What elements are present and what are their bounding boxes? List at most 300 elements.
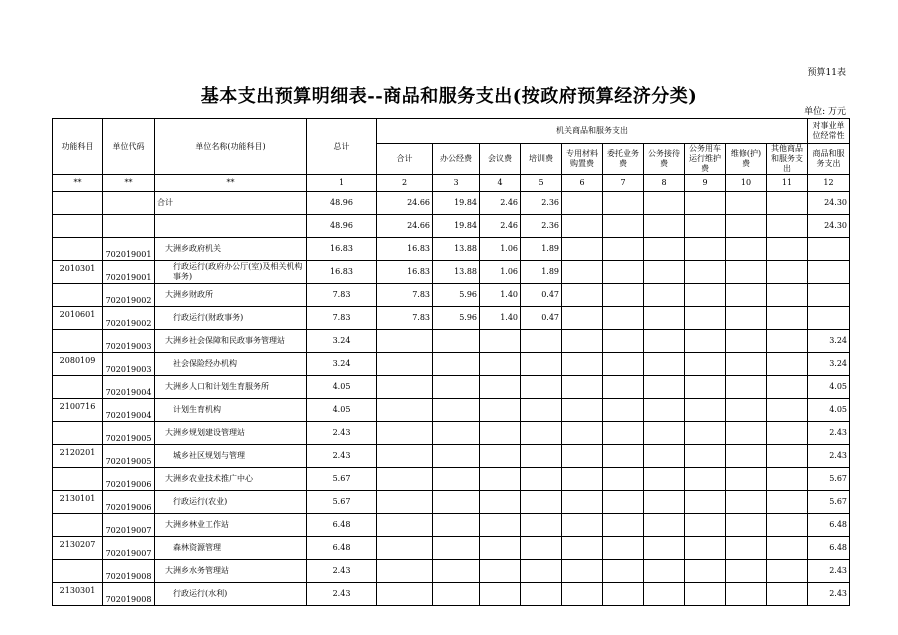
empty-cell [562,284,603,307]
func-code-cell [53,560,103,583]
training-cell: 2.36 [521,192,562,215]
empty-cell [767,238,808,261]
index-cell: 2 [377,175,433,192]
empty-cell [726,376,767,399]
unit-name-cell: 计划生育机构 [155,399,307,422]
empty-cell [726,284,767,307]
office-cell [433,422,480,445]
meeting-cell [480,445,521,468]
office-cell: 19.84 [433,192,480,215]
empty-cell [685,192,726,215]
empty-cell [767,422,808,445]
index-cell: 9 [685,175,726,192]
empty-cell [644,284,685,307]
total-cell: 2.43 [307,445,377,468]
empty-cell [644,468,685,491]
empty-cell [767,261,808,284]
unit-code-cell: 702019006 [103,491,155,514]
meeting-cell [480,422,521,445]
meeting-cell: 2.46 [480,215,521,238]
subsidy-cell: 24.30 [808,215,850,238]
empty-cell [767,192,808,215]
training-cell [521,330,562,353]
func-code-cell: 2100716 [53,399,103,422]
header-col-4: 会议费 [480,144,521,175]
total-cell: 4.05 [307,399,377,422]
empty-cell [603,399,644,422]
unit-code-cell: 702019001 [103,238,155,261]
empty-cell [685,468,726,491]
training-cell [521,353,562,376]
unit-code-cell: 702019008 [103,560,155,583]
office-cell [433,537,480,560]
total-cell: 4.05 [307,376,377,399]
empty-cell [726,399,767,422]
empty-cell [726,307,767,330]
unit-name-cell: 城乡社区规划与管理 [155,445,307,468]
unit-code-cell: 702019005 [103,422,155,445]
table-row [53,330,850,353]
empty-cell [644,238,685,261]
empty-cell [685,238,726,261]
table-row [53,468,850,491]
empty-cell [767,353,808,376]
sum-cell: 24.66 [377,192,433,215]
empty-cell [685,560,726,583]
func-code-cell: 2130301 [53,583,103,606]
empty-cell [726,215,767,238]
meeting-cell [480,376,521,399]
empty-cell [726,261,767,284]
subsidy-cell [808,284,850,307]
func-code-cell [53,514,103,537]
office-cell [433,445,480,468]
func-code-cell [53,192,103,215]
empty-cell [685,307,726,330]
empty-cell [767,583,808,606]
empty-cell [685,330,726,353]
empty-cell [562,537,603,560]
unit-label: 单位: 万元 [804,107,846,117]
sum-cell [377,399,433,422]
empty-cell [685,376,726,399]
index-cell: 5 [521,175,562,192]
empty-cell [726,422,767,445]
unit-code-cell: 702019005 [103,445,155,468]
table-row [53,376,850,399]
empty-cell [644,537,685,560]
sum-cell: 16.83 [377,261,433,284]
total-cell: 16.83 [307,261,377,284]
empty-cell [726,192,767,215]
table-row [53,399,850,422]
subsidy-cell: 2.43 [808,422,850,445]
unit-name-cell: 森林资源管理 [155,537,307,560]
table-row [53,445,850,468]
total-cell: 2.43 [307,560,377,583]
header-col-8: 公务接待费 [644,144,685,175]
training-cell [521,468,562,491]
table-row [53,491,850,514]
sum-cell [377,537,433,560]
subsidy-cell: 3.24 [808,330,850,353]
unit-code-cell [103,215,155,238]
index-cell: 11 [767,175,808,192]
total-cell: 2.43 [307,583,377,606]
unit-code-cell: 702019007 [103,514,155,537]
empty-cell [603,215,644,238]
unit-name-cell: 大洲乡水务管理站 [155,560,307,583]
subsidy-cell: 2.43 [808,445,850,468]
total-cell: 6.48 [307,537,377,560]
empty-cell [685,514,726,537]
empty-cell [726,445,767,468]
meeting-cell: 2.46 [480,192,521,215]
header-col-2: 合计 [377,144,433,175]
total-cell: 5.67 [307,468,377,491]
budget-table [52,118,850,606]
sum-cell [377,560,433,583]
sum-cell [377,330,433,353]
total-cell: 7.83 [307,307,377,330]
empty-cell [644,353,685,376]
office-cell: 19.84 [433,215,480,238]
empty-cell [685,537,726,560]
unit-name-cell: 大洲乡规划建设管理站 [155,422,307,445]
meeting-cell [480,468,521,491]
office-cell [433,514,480,537]
header-total: 总计 [307,119,377,175]
meeting-cell [480,583,521,606]
header-func-code: 功能科目 [53,119,103,175]
meeting-cell: 1.06 [480,261,521,284]
unit-code-cell: 702019003 [103,353,155,376]
index-cell: 3 [433,175,480,192]
empty-cell [603,422,644,445]
empty-cell [767,560,808,583]
empty-cell [767,376,808,399]
empty-cell [685,491,726,514]
empty-cell [685,353,726,376]
empty-cell [562,422,603,445]
table-row [53,353,850,376]
func-code-cell [53,468,103,491]
empty-cell [726,583,767,606]
empty-cell [562,445,603,468]
training-cell [521,560,562,583]
unit-name-cell: 大洲乡财政所 [155,284,307,307]
meeting-cell: 1.06 [480,238,521,261]
empty-cell [603,238,644,261]
sum-cell [377,422,433,445]
office-cell [433,399,480,422]
table-row [53,307,850,330]
index-cell: 10 [726,175,767,192]
index-cell: 6 [562,175,603,192]
table-row [53,215,850,238]
sum-cell: 24.66 [377,215,433,238]
empty-cell [767,468,808,491]
training-cell [521,376,562,399]
empty-cell [562,560,603,583]
empty-cell [562,215,603,238]
header-col-6: 专用材料购置费 [562,144,603,175]
empty-cell [644,376,685,399]
empty-cell [603,307,644,330]
total-cell: 48.96 [307,192,377,215]
total-cell: 5.67 [307,491,377,514]
empty-cell [644,330,685,353]
total-cell: 3.24 [307,330,377,353]
sum-cell [377,468,433,491]
header-col-10: 维修(护)费 [726,144,767,175]
unit-name-cell: 行政运行(政府办公厅(室)及相关机构事务) [155,261,307,284]
training-cell: 0.47 [521,284,562,307]
training-cell [521,399,562,422]
sum-cell [377,491,433,514]
office-cell [433,491,480,514]
total-cell: 6.48 [307,514,377,537]
office-cell [433,376,480,399]
index-cell: 8 [644,175,685,192]
empty-cell [726,514,767,537]
func-code-cell [53,238,103,261]
table-row [53,284,850,307]
subsidy-cell: 5.67 [808,468,850,491]
unit-name-cell: 行政运行(财政事务) [155,307,307,330]
unit-name-cell: 社会保险经办机构 [155,353,307,376]
unit-name-cell: 大洲乡社会保障和民政事务管理站 [155,330,307,353]
header-agency-group: 机关商品和服务支出 [377,119,808,144]
empty-cell [562,307,603,330]
sum-cell [377,353,433,376]
empty-cell [726,537,767,560]
training-cell [521,422,562,445]
meeting-cell: 1.40 [480,307,521,330]
func-code-cell: 2120201 [53,445,103,468]
unit-code-cell: 702019002 [103,284,155,307]
subsidy-cell [808,261,850,284]
unit-code-cell: 702019006 [103,468,155,491]
empty-cell [603,537,644,560]
empty-cell [767,537,808,560]
empty-cell [603,468,644,491]
office-cell: 13.88 [433,261,480,284]
empty-cell [685,284,726,307]
empty-cell [726,353,767,376]
index-cell: ** [103,175,155,192]
empty-cell [562,514,603,537]
index-cell: 7 [603,175,644,192]
unit-name-cell: 大洲乡农业技术推广中心 [155,468,307,491]
empty-cell [603,491,644,514]
meeting-cell: 1.40 [480,284,521,307]
training-cell: 1.89 [521,238,562,261]
subsidy-cell: 6.48 [808,514,850,537]
index-cell: 1 [307,175,377,192]
office-cell: 5.96 [433,307,480,330]
empty-cell [726,560,767,583]
office-cell: 5.96 [433,284,480,307]
sum-cell [377,583,433,606]
empty-cell [562,330,603,353]
subsidy-cell: 4.05 [808,376,850,399]
empty-cell [562,261,603,284]
empty-cell [685,445,726,468]
empty-cell [767,445,808,468]
func-code-cell: 2130101 [53,491,103,514]
table-row [53,560,850,583]
func-code-cell: 2080109 [53,353,103,376]
func-code-cell [53,422,103,445]
unit-name-cell: 行政运行(水利) [155,583,307,606]
office-cell [433,583,480,606]
empty-cell [603,560,644,583]
empty-cell [562,238,603,261]
subsidy-cell: 4.05 [808,399,850,422]
header-col-9: 公务用车运行维护费 [685,144,726,175]
empty-cell [644,514,685,537]
total-cell: 16.83 [307,238,377,261]
empty-cell [644,307,685,330]
table-row [53,238,850,261]
subsidy-cell: 2.43 [808,583,850,606]
unit-code-cell: 702019001 [103,261,155,284]
sum-cell [377,514,433,537]
training-cell: 1.89 [521,261,562,284]
total-cell: 2.43 [307,422,377,445]
header-unit-name: 单位名称(功能科目) [155,119,307,175]
empty-cell [726,468,767,491]
empty-cell [562,399,603,422]
empty-cell [644,583,685,606]
unit-name-cell: 大洲乡人口和计划生育服务所 [155,376,307,399]
unit-name-cell: 大洲乡政府机关 [155,238,307,261]
office-cell [433,330,480,353]
subsidy-cell: 6.48 [808,537,850,560]
func-code-cell [53,330,103,353]
total-cell: 7.83 [307,284,377,307]
total-cell: 48.96 [307,215,377,238]
table-row [53,261,850,284]
empty-cell [603,583,644,606]
empty-cell [644,491,685,514]
training-cell: 2.36 [521,215,562,238]
index-cell: 12 [808,175,850,192]
unit-code-cell [103,192,155,215]
empty-cell [726,491,767,514]
meeting-cell [480,560,521,583]
empty-cell [767,284,808,307]
training-cell [521,537,562,560]
empty-cell [726,330,767,353]
office-cell [433,353,480,376]
meeting-cell [480,353,521,376]
empty-cell [644,422,685,445]
office-cell [433,560,480,583]
page-title: 基本支出预算明细表--商品和服务支出(按政府预算经济分类) [200,86,698,107]
empty-cell [603,376,644,399]
empty-cell [685,422,726,445]
empty-cell [562,468,603,491]
empty-cell [685,215,726,238]
empty-cell [644,399,685,422]
table-row [53,192,850,215]
header-subsidy-group: 对事业单位经常性 [808,119,850,144]
sum-cell [377,376,433,399]
office-cell: 13.88 [433,238,480,261]
unit-name-cell [155,215,307,238]
header-col-12: 商品和服务支出 [808,144,850,175]
subsidy-cell [808,238,850,261]
header-col-5: 培训费 [521,144,562,175]
subsidy-cell [808,307,850,330]
empty-cell [685,261,726,284]
empty-cell [562,192,603,215]
empty-cell [562,353,603,376]
training-cell [521,583,562,606]
index-cell: ** [155,175,307,192]
index-cell: 4 [480,175,521,192]
subsidy-cell: 24.30 [808,192,850,215]
sum-cell: 16.83 [377,238,433,261]
unit-name-cell: 合计 [155,192,307,215]
empty-cell [603,284,644,307]
form-number: 预算11表 [807,68,846,78]
training-cell [521,514,562,537]
total-cell: 3.24 [307,353,377,376]
empty-cell [685,399,726,422]
empty-cell [603,445,644,468]
meeting-cell [480,537,521,560]
empty-cell [767,330,808,353]
sum-cell [377,445,433,468]
unit-code-cell: 702019003 [103,330,155,353]
unit-code-cell: 702019002 [103,307,155,330]
header-col-3: 办公经费 [433,144,480,175]
func-code-cell [53,215,103,238]
office-cell [433,468,480,491]
unit-name-cell: 行政运行(农业) [155,491,307,514]
header-col-7: 委托业务费 [603,144,644,175]
header-unit-code: 单位代码 [103,119,155,175]
meeting-cell [480,514,521,537]
empty-cell [767,307,808,330]
empty-cell [644,261,685,284]
empty-cell [562,583,603,606]
meeting-cell [480,399,521,422]
unit-code-cell: 702019007 [103,537,155,560]
subsidy-cell: 2.43 [808,560,850,583]
func-code-cell [53,376,103,399]
func-code-cell: 2010601 [53,307,103,330]
unit-code-cell: 702019008 [103,583,155,606]
empty-cell [603,261,644,284]
empty-cell [562,376,603,399]
empty-cell [603,353,644,376]
table-row [53,537,850,560]
table-row [53,422,850,445]
sum-cell: 7.83 [377,284,433,307]
empty-cell [644,445,685,468]
subsidy-cell: 5.67 [808,491,850,514]
func-code-cell: 2130207 [53,537,103,560]
training-cell [521,491,562,514]
empty-cell [767,491,808,514]
empty-cell [603,330,644,353]
empty-cell [767,215,808,238]
func-code-cell [53,284,103,307]
